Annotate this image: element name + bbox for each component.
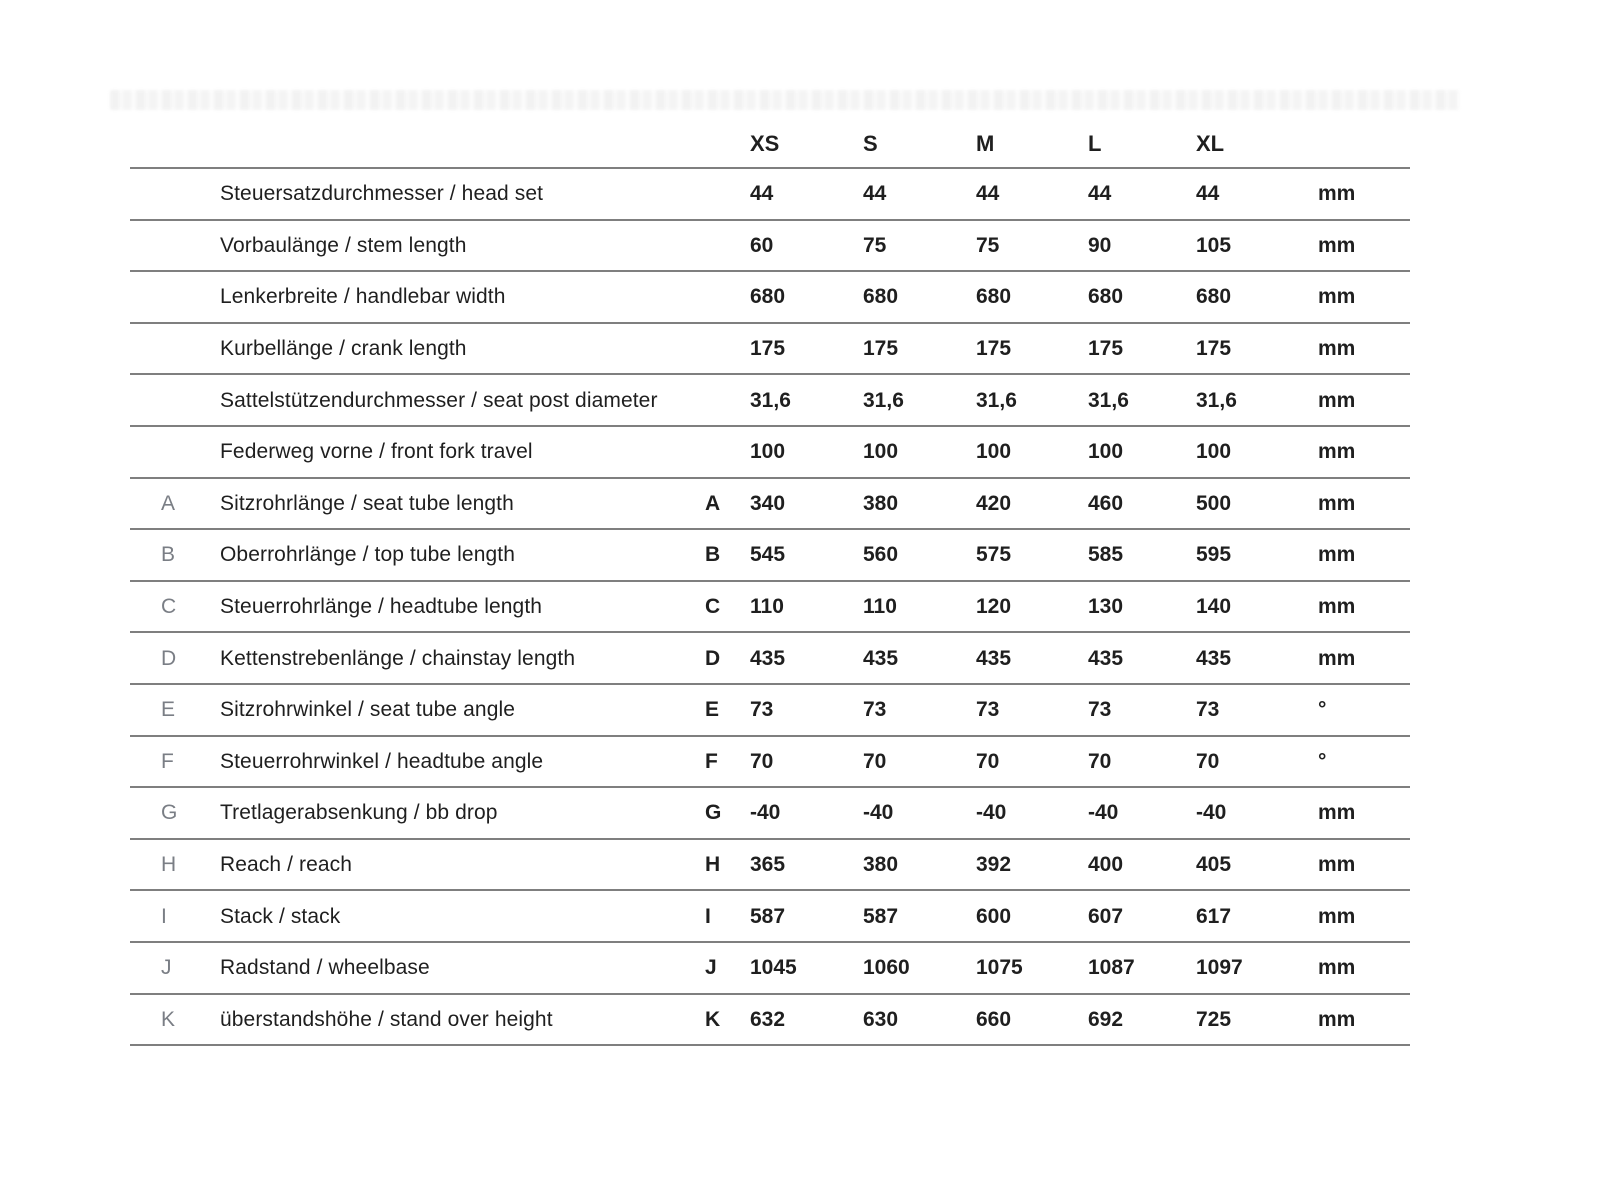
- value-m: 392: [976, 853, 1012, 877]
- value-xs: 73: [750, 698, 774, 722]
- value-l: 175: [1088, 337, 1124, 361]
- value-xs: 60: [750, 233, 774, 257]
- row-letter-repeat: G: [705, 801, 722, 825]
- value-xs: 680: [750, 285, 786, 309]
- value-m: 175: [976, 337, 1012, 361]
- value-xl: 725: [1196, 1007, 1232, 1031]
- row-label: Sattelstützendurchmesser / seat post diameter: [220, 388, 658, 412]
- row-letter-repeat: J: [705, 956, 717, 980]
- unit-label: mm: [1318, 285, 1356, 309]
- value-m: -40: [976, 801, 1007, 825]
- row-letter-repeat: B: [705, 543, 721, 567]
- value-xl: 680: [1196, 285, 1232, 309]
- table-row: [130, 735, 1410, 787]
- value-xl: 140: [1196, 595, 1232, 619]
- value-m: 680: [976, 285, 1012, 309]
- value-xs: 365: [750, 853, 786, 877]
- value-xs: 340: [750, 491, 786, 515]
- value-s: 680: [863, 285, 899, 309]
- unit-label: mm: [1318, 388, 1356, 412]
- value-m: 575: [976, 543, 1012, 567]
- value-s: 110: [863, 595, 897, 619]
- row-label: überstandshöhe / stand over height: [220, 1007, 553, 1031]
- unit-label: mm: [1318, 182, 1356, 206]
- row-letter-repeat: H: [705, 853, 721, 877]
- value-xs: 1045: [750, 956, 797, 980]
- value-l: 31,6: [1088, 388, 1129, 412]
- row-label: Sitzrohrlänge / seat tube length: [220, 491, 514, 515]
- value-s: 1060: [863, 956, 910, 980]
- row-letter-repeat: D: [705, 646, 721, 670]
- row-letter: D: [161, 646, 177, 670]
- value-l: 585: [1088, 543, 1124, 567]
- value-l: 70: [1088, 749, 1112, 773]
- row-label: Steuerrohrlänge / headtube length: [220, 595, 543, 619]
- size-column-header-m: M: [976, 130, 995, 156]
- table-row: [130, 270, 1410, 322]
- row-letter: I: [161, 904, 167, 928]
- value-xl: 617: [1196, 904, 1232, 928]
- table-header-row: [130, 120, 1410, 167]
- value-l: 400: [1088, 853, 1124, 877]
- value-xl: 70: [1196, 749, 1220, 773]
- value-s: -40: [863, 801, 894, 825]
- value-m: 31,6: [976, 388, 1017, 412]
- unit-label: mm: [1318, 1007, 1356, 1031]
- table-row: [130, 631, 1410, 683]
- row-letter-repeat: C: [705, 595, 721, 619]
- table-row: [130, 322, 1410, 374]
- geometry-table: [130, 120, 1410, 1046]
- row-letter-repeat: E: [705, 698, 720, 722]
- unit-label: mm: [1318, 440, 1356, 464]
- value-l: 73: [1088, 698, 1112, 722]
- row-letter: H: [161, 853, 177, 877]
- value-m: 44: [976, 182, 1000, 206]
- table-row: [130, 580, 1410, 632]
- value-m: 420: [976, 491, 1012, 515]
- value-s: 380: [863, 853, 899, 877]
- unit-label: mm: [1318, 646, 1356, 670]
- blurred-watermark-band: [110, 90, 1460, 110]
- value-m: 70: [976, 749, 1000, 773]
- size-column-header-xs: XS: [750, 130, 780, 156]
- unit-label: mm: [1318, 801, 1356, 825]
- row-label: Stack / stack: [220, 904, 341, 928]
- value-m: 75: [976, 233, 1000, 257]
- row-label: Kettenstrebenlänge / chainstay length: [220, 646, 576, 670]
- row-letter: G: [161, 801, 178, 825]
- value-m: 600: [976, 904, 1012, 928]
- value-l: 692: [1088, 1007, 1124, 1031]
- value-xs: 70: [750, 749, 774, 773]
- row-label: Radstand / wheelbase: [220, 956, 430, 980]
- value-l: -40: [1088, 801, 1119, 825]
- row-letter-repeat: A: [705, 491, 721, 515]
- row-letter-repeat: K: [705, 1007, 721, 1031]
- row-label: Steuersatzdurchmesser / head set: [220, 182, 544, 206]
- value-s: 560: [863, 543, 899, 567]
- table-row: [130, 889, 1410, 941]
- unit-label: mm: [1318, 853, 1356, 877]
- table-row: [130, 838, 1410, 890]
- row-letter: E: [161, 698, 176, 722]
- value-s: 175: [863, 337, 899, 361]
- value-m: 435: [976, 646, 1012, 670]
- value-xs: 44: [750, 182, 774, 206]
- unit-label: mm: [1318, 904, 1356, 928]
- unit-label: mm: [1318, 543, 1356, 567]
- value-xs: 100: [750, 440, 786, 464]
- unit-label: mm: [1318, 956, 1356, 980]
- row-label: Tretlagerabsenkung / bb drop: [220, 801, 498, 825]
- value-xl: -40: [1196, 801, 1227, 825]
- row-letter: F: [161, 749, 174, 773]
- row-label: Reach / reach: [220, 853, 353, 877]
- value-xs: 435: [750, 646, 786, 670]
- unit-label: mm: [1318, 233, 1356, 257]
- value-s: 70: [863, 749, 887, 773]
- value-xl: 595: [1196, 543, 1232, 567]
- row-letter-repeat: I: [705, 904, 711, 928]
- value-l: 90: [1088, 233, 1112, 257]
- value-m: 73: [976, 698, 1000, 722]
- value-s: 31,6: [863, 388, 904, 412]
- table-row: [130, 941, 1410, 993]
- value-l: 1087: [1088, 956, 1135, 980]
- size-column-header-xl: XL: [1196, 130, 1225, 156]
- unit-label: mm: [1318, 337, 1356, 361]
- table-row: [130, 167, 1410, 219]
- value-s: 380: [863, 491, 899, 515]
- value-xs: 175: [750, 337, 786, 361]
- table-row: [130, 683, 1410, 735]
- value-xl: 100: [1196, 440, 1232, 464]
- value-m: 660: [976, 1007, 1012, 1031]
- value-s: 587: [863, 904, 899, 928]
- table-row: [130, 993, 1410, 1045]
- value-m: 1075: [976, 956, 1023, 980]
- value-s: 73: [863, 698, 887, 722]
- row-label: Sitzrohrwinkel / seat tube angle: [220, 698, 516, 722]
- table-row: [130, 425, 1410, 477]
- table-row: [130, 528, 1410, 580]
- value-xl: 1097: [1196, 956, 1243, 980]
- row-label: Oberrohrlänge / top tube length: [220, 543, 515, 567]
- value-xl: 435: [1196, 646, 1232, 670]
- value-xl: 31,6: [1196, 388, 1237, 412]
- value-xs: -40: [750, 801, 781, 825]
- value-xl: 73: [1196, 698, 1220, 722]
- table-row: [130, 477, 1410, 529]
- row-letter: K: [161, 1007, 176, 1031]
- unit-label: °: [1318, 698, 1327, 722]
- value-xs: 110: [750, 595, 784, 619]
- row-label: Lenkerbreite / handlebar width: [220, 285, 506, 309]
- value-s: 630: [863, 1007, 899, 1031]
- row-label: Federweg vorne / front fork travel: [220, 440, 533, 464]
- table-row: [130, 219, 1410, 271]
- value-xl: 500: [1196, 491, 1232, 515]
- value-s: 100: [863, 440, 899, 464]
- value-xs: 545: [750, 543, 786, 567]
- row-letter: C: [161, 595, 177, 619]
- value-xl: 105: [1196, 233, 1232, 257]
- value-xs: 31,6: [750, 388, 791, 412]
- value-m: 120: [976, 595, 1012, 619]
- value-xl: 405: [1196, 853, 1232, 877]
- value-l: 607: [1088, 904, 1124, 928]
- row-label: Vorbaulänge / stem length: [220, 233, 467, 257]
- unit-label: °: [1318, 749, 1327, 773]
- value-l: 460: [1088, 491, 1124, 515]
- value-xl: 44: [1196, 182, 1220, 206]
- table-row: [130, 373, 1410, 425]
- row-letter-repeat: F: [705, 749, 718, 773]
- value-l: 680: [1088, 285, 1124, 309]
- value-l: 100: [1088, 440, 1124, 464]
- row-letter: J: [161, 956, 172, 980]
- value-l: 130: [1088, 595, 1124, 619]
- size-column-header-s: S: [863, 130, 878, 156]
- value-s: 435: [863, 646, 899, 670]
- value-s: 75: [863, 233, 887, 257]
- size-column-header-l: L: [1088, 130, 1102, 156]
- row-letter: B: [161, 543, 176, 567]
- value-m: 100: [976, 440, 1012, 464]
- row-label: Steuerrohrwinkel / headtube angle: [220, 749, 544, 773]
- unit-label: mm: [1318, 595, 1356, 619]
- row-label: Kurbellänge / crank length: [220, 337, 467, 361]
- value-l: 44: [1088, 182, 1112, 206]
- value-xs: 632: [750, 1007, 786, 1031]
- table-row: [130, 786, 1410, 838]
- value-s: 44: [863, 182, 887, 206]
- value-xl: 175: [1196, 337, 1232, 361]
- unit-label: mm: [1318, 491, 1356, 515]
- value-xs: 587: [750, 904, 786, 928]
- row-letter: A: [161, 491, 176, 515]
- value-l: 435: [1088, 646, 1124, 670]
